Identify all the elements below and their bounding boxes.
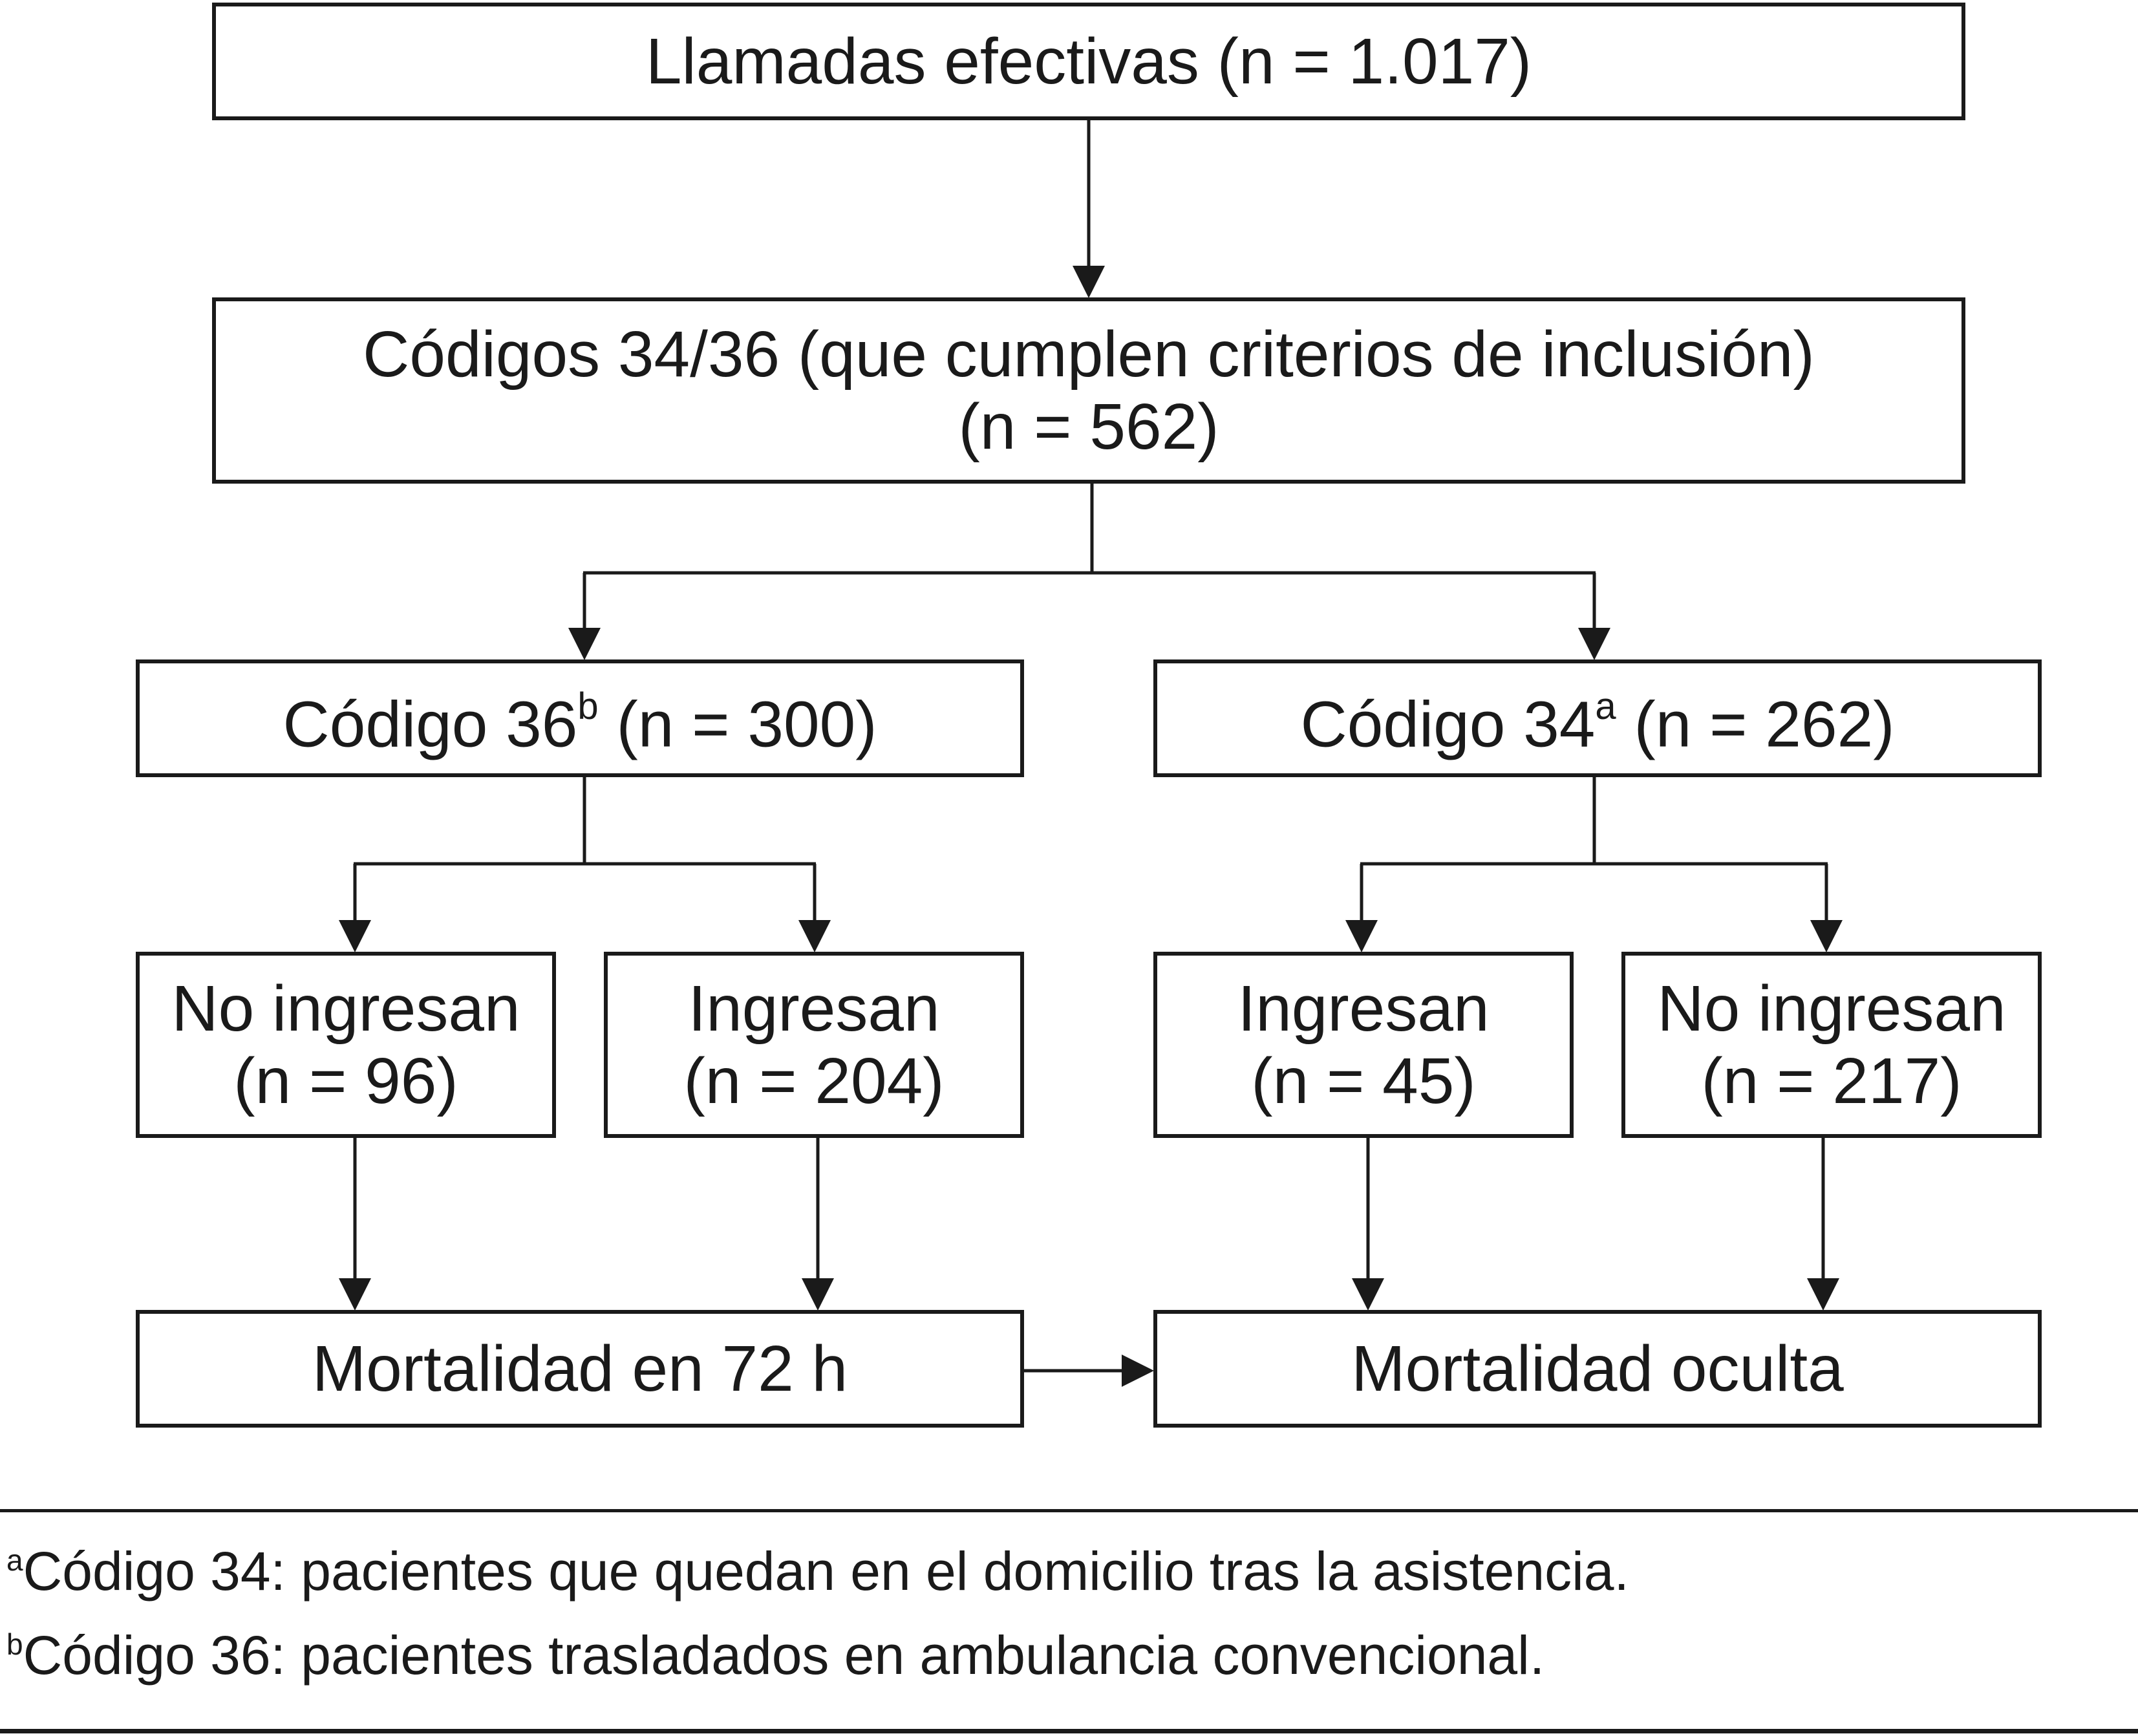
- node-no-ingresan-34-line2: (n = 217): [1701, 1045, 1962, 1117]
- node-codigo36-prefix: Código 36: [283, 688, 578, 761]
- node-codigo36-mark: b: [577, 685, 599, 728]
- footnote-top-rule: [0, 1509, 2138, 1512]
- node-codigo36-label: [283, 676, 877, 760]
- footnote-b-text: Código 36: pacientes trasladados en ambulancia convencional.: [23, 1625, 1545, 1686]
- footnote-bottom-rule: [0, 1729, 2138, 1733]
- node-codigo-36: [136, 659, 1024, 777]
- node-no-ingresan-34: [1621, 952, 2042, 1138]
- node-codigos-line2: (n = 562): [958, 391, 1219, 463]
- node-codigo-34: [1153, 659, 2042, 777]
- node-no-ingresan-36-line2: (n = 96): [233, 1045, 458, 1117]
- node-mortalidad-oculta-text: Mortalidad oculta: [1351, 1333, 1844, 1405]
- node-codigo34-suffix: (n = 262): [1616, 688, 1895, 761]
- footnote-a-text: Código 34: pacientes que quedan en el domicilio tras la asistencia.: [23, 1541, 1629, 1602]
- node-codigo34-mark: a: [1595, 685, 1616, 728]
- footnote-b: [6, 1623, 1545, 1696]
- node-mortalidad-72h: [136, 1310, 1024, 1428]
- footnote-b-mark: b: [6, 1627, 23, 1661]
- node-codigo34-prefix: Código 34: [1300, 688, 1596, 761]
- node-ingresan-34-line2: (n = 45): [1251, 1045, 1476, 1117]
- node-llamadas-efectivas: [212, 3, 1965, 120]
- footnote-a-mark: a: [6, 1543, 23, 1577]
- node-no-ingresan-36-line1: No ingresan: [171, 972, 520, 1045]
- node-ingresan-36-line2: (n = 204): [683, 1045, 945, 1117]
- node-codigo34-label: [1301, 676, 1895, 760]
- node-no-ingresan-36: [136, 952, 556, 1138]
- node-llamadas-text: Llamadas efectivas (n = 1.017): [645, 25, 1532, 98]
- node-ingresan-36: [604, 952, 1024, 1138]
- node-mortalidad-oculta: [1153, 1310, 2042, 1428]
- node-codigos-line1: Códigos 34/36 (que cumplen criterios de inclusión): [363, 318, 1815, 391]
- node-codigos-34-36: [212, 297, 1965, 484]
- node-codigo36-suffix: (n = 300): [598, 688, 877, 761]
- footnote-a: [6, 1539, 1629, 1612]
- node-mortalidad-72h-text: Mortalidad en 72 h: [312, 1333, 848, 1405]
- node-ingresan-34: [1153, 952, 1574, 1138]
- node-no-ingresan-34-line1: No ingresan: [1657, 972, 2006, 1045]
- node-ingresan-34-line1: Ingresan: [1237, 972, 1490, 1045]
- node-ingresan-36-line1: Ingresan: [688, 972, 940, 1045]
